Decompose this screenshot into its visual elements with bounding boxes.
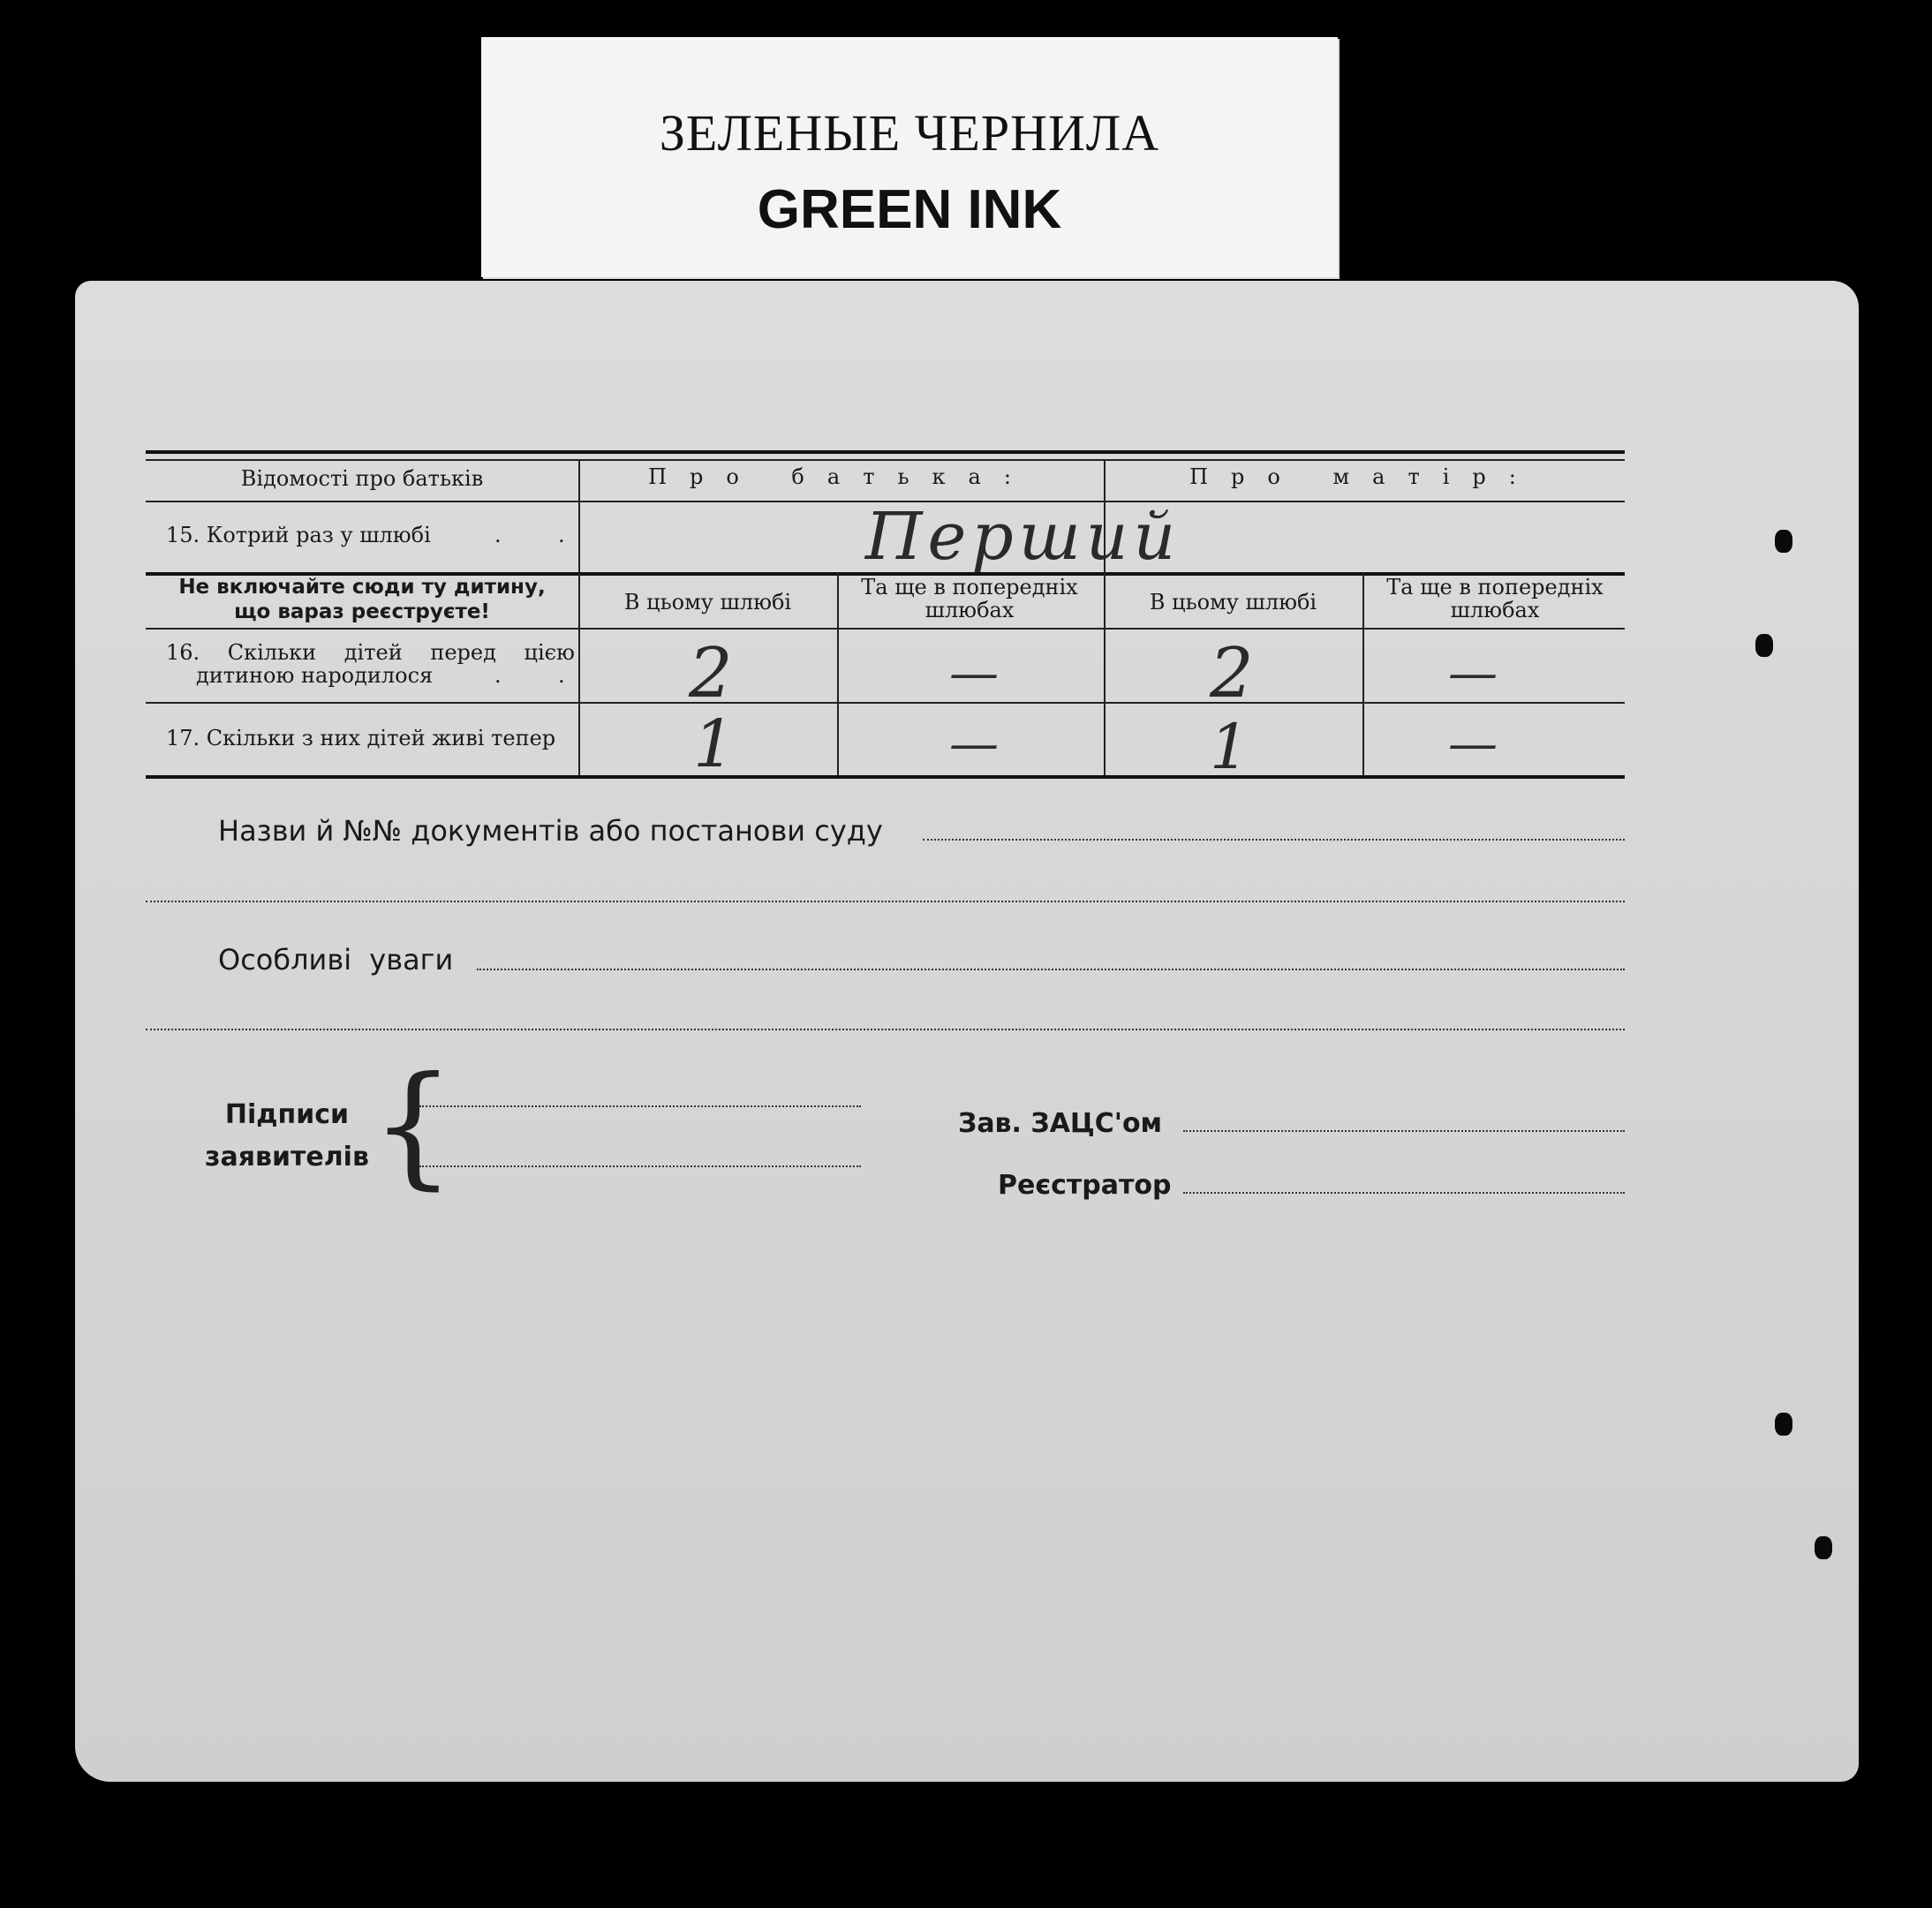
remarks-field-line[interactable] [477, 969, 1625, 970]
row16-father-previous: — [949, 645, 999, 702]
documents-field-label: Назви й №№ документів або постанови суду [218, 814, 883, 848]
remarks-field-line[interactable] [146, 1029, 1625, 1030]
head-of-registry-signature-line[interactable] [1183, 1130, 1625, 1132]
row16-dots: . [494, 663, 502, 688]
subheader-mother-this-marriage: В цьому шлюбі [1149, 590, 1317, 615]
row16-father-this-marriage: 2 [689, 634, 733, 713]
table-column-divider [837, 572, 839, 775]
header-about-mother: Про матір: [1189, 464, 1539, 489]
table-bottom-rule [146, 775, 1625, 779]
warning-line-2: що вараз реєструєте! [234, 600, 490, 623]
row16-label-line-2: дитиною народилося [196, 663, 434, 688]
table-rule [146, 628, 1625, 630]
subheader-father-previous: Та ще в попередніх шлюбах [861, 575, 1078, 622]
header-parents-info: Відомості про батьків [240, 466, 484, 491]
row16-mother-this-marriage: 2 [1210, 634, 1254, 713]
row17-mother-previous: — [1448, 715, 1498, 773]
row15-label: 15. Котрий раз у шлюбі [166, 523, 431, 547]
registrar-label: Реєстратор [998, 1170, 1172, 1201]
table-column-divider [578, 459, 580, 775]
documents-field-line[interactable] [146, 901, 1625, 902]
row17-label: 17. Скільки з них дітей живі тепер [166, 726, 556, 750]
subheader-father-this-marriage: В цьому шлюбі [623, 590, 792, 615]
row15-dots: . [558, 523, 565, 547]
row16-label-line-1: 16. Скільки дітей перед цією [166, 640, 575, 665]
ink-label-russian: ЗЕЛЕНЫЕ ЧЕРНИЛА [659, 104, 1160, 162]
remarks-field-label: Особливі уваги [218, 943, 454, 977]
table-rule [146, 702, 1625, 704]
table-top-rule [146, 450, 1625, 454]
documents-field-line[interactable] [923, 839, 1625, 841]
row17-father-previous: — [949, 715, 999, 773]
row17-father-this-marriage: 1 [693, 706, 736, 782]
ink-label-english: GREEN INK [757, 179, 1062, 240]
header-about-father: Про батька: [648, 464, 1034, 489]
warning-line-1: Не включайте сюди ту дитину, [178, 576, 546, 599]
applicants-signatures-label-2: заявителів [205, 1142, 369, 1173]
table-rule [146, 459, 1625, 461]
row15-dots: . [494, 523, 502, 547]
head-of-registry-label: Зав. ЗАЦС'ом [958, 1108, 1163, 1139]
row16-dots: . [558, 663, 565, 688]
table-column-divider [1362, 572, 1364, 775]
subheader-mother-previous: Та ще в попередніх шлюбах [1386, 575, 1604, 622]
row15-handwritten-first: Перший [865, 499, 1181, 575]
applicant-signature-line[interactable] [419, 1105, 861, 1107]
applicants-signatures-label-1: Підписи [224, 1099, 350, 1130]
registrar-signature-line[interactable] [1183, 1192, 1625, 1194]
applicant-signature-line[interactable] [419, 1165, 861, 1167]
signatures-brace: { [371, 1049, 456, 1203]
row16-mother-previous: — [1448, 645, 1498, 702]
row17-mother-this-marriage: 1 [1210, 711, 1249, 783]
